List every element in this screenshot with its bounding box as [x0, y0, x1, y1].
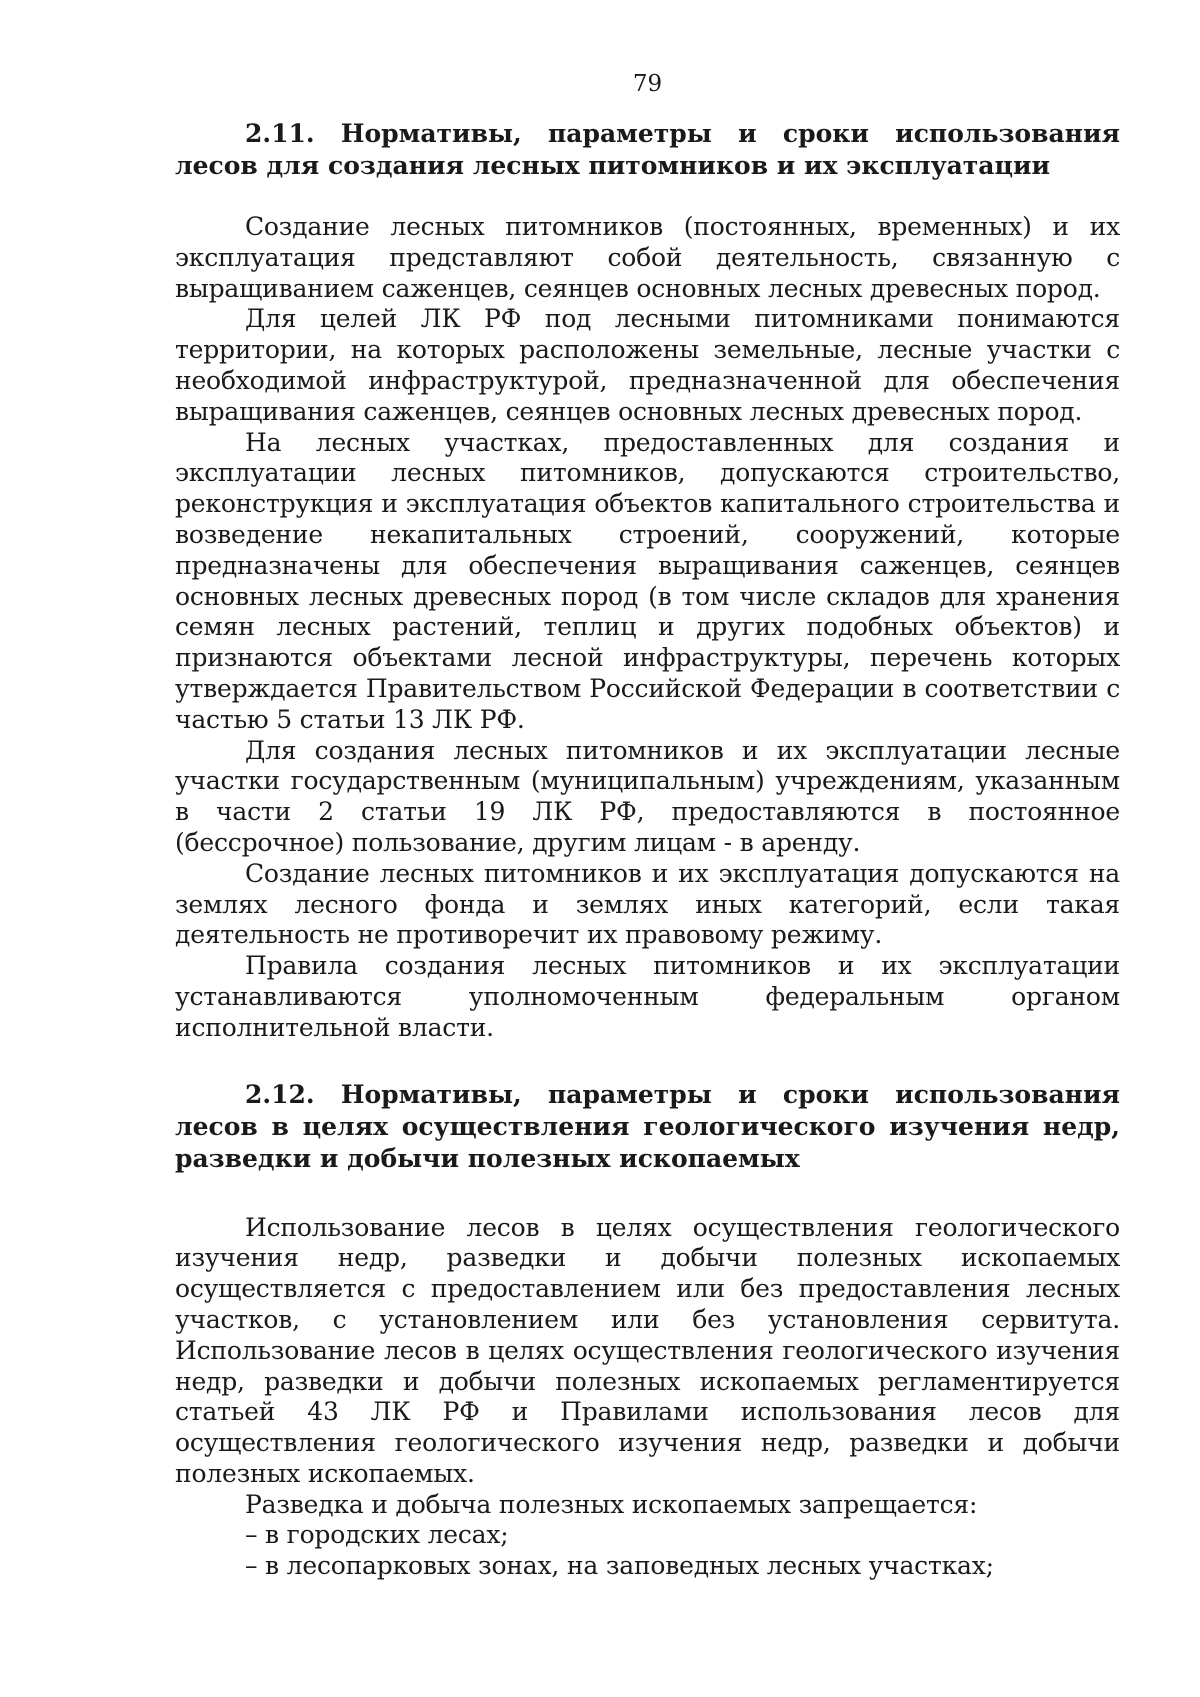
section-2-12-paragraph-1: Использование лесов в целях осуществления геологического изучения недр, разведки и добычи полезных ископаемых осуществляется с предоставлением или без предоставления лесных участков, с установлением или без установления сервитута. Использование лесов в целях осуществления геологического изучения недр, разведки и добычи полезных ископаемых регламентируется статьей 43 ЛК РФ и Правилами использования лесов для осуществления геологического изучения недр, разведки и добычи полезных ископаемых.	[175, 1212, 1120, 1488]
section-2-11-paragraph-3: На лесных участках, предоставленных для создания и эксплуатации лесных питомников, допускаются строительство, реконструкция и эксплуатация объектов капитального строительства и возведение некапитальных строений, сооружений, которые предназначены для обеспечения выращивания саженцев, сеянцев основных лесных древесных пород (в том числе складов для хранения семян лесных растений, теплиц и других подобных объектов) и признаются объектами лесной инфраструктуры, перечень которых утверждается Правительством Российской Федерации в соответствии с частью 5 статьи 13 ЛК РФ.	[175, 427, 1120, 734]
section-2-11-paragraph-5: Создание лесных питомников и их эксплуатация допускаются на землях лесного фонда и землях иных категорий, если такая деятельность не противоречит их правовому режиму.	[175, 858, 1120, 950]
page-number: 79	[632, 71, 663, 97]
list-item-forest-park-zones: – в лесопарковых зонах, на заповедных лесных участках;	[245, 1551, 994, 1581]
section-2-11-paragraph-4: Для создания лесных питомников и их эксплуатации лесные участки государственным (муниципальным) учреждениям, указанным в части 2 статьи 19 ЛК РФ, предоставляются в постоянное (бессрочное) пользование, другим лицам - в аренду.	[175, 735, 1120, 857]
section-2-11-heading: 2.11. Нормативы, параметры и сроки использования лесов для создания лесных питомников и их эксплуатации	[175, 119, 1120, 180]
document-page	[175, 70, 1120, 1582]
section-2-11-paragraph-6: Правила создания лесных питомников и их эксплуатации устанавливаются уполномоченным федеральным органом исполнительной власти.	[175, 951, 1120, 1042]
section-2-12-heading: 2.12. Нормативы, параметры и сроки использования лесов в целях осуществления геологического изучения недр, разведки и добычи полезных ископаемых	[175, 1079, 1120, 1173]
list-item-urban-forests: – в городских лесах;	[245, 1520, 509, 1550]
section-2-11-paragraph-2: Для целей ЛК РФ под лесными питомниками понимаются территории, на которых расположены земельные, лесные участки с необходимой инфраструктурой, предназначенной для обеспечения выращивания саженцев, сеянцев основных лесных древесных пород.	[175, 304, 1120, 426]
section-2-11-paragraph-1: Создание лесных питомников (постоянных, временных) и их эксплуатация представляют собой деятельность, связанную с выращиванием саженцев, сеянцев основных лесных древесных пород.	[175, 212, 1120, 303]
section-2-12-paragraph-2: Разведка и добыча полезных ископаемых запрещается:	[245, 1489, 978, 1519]
